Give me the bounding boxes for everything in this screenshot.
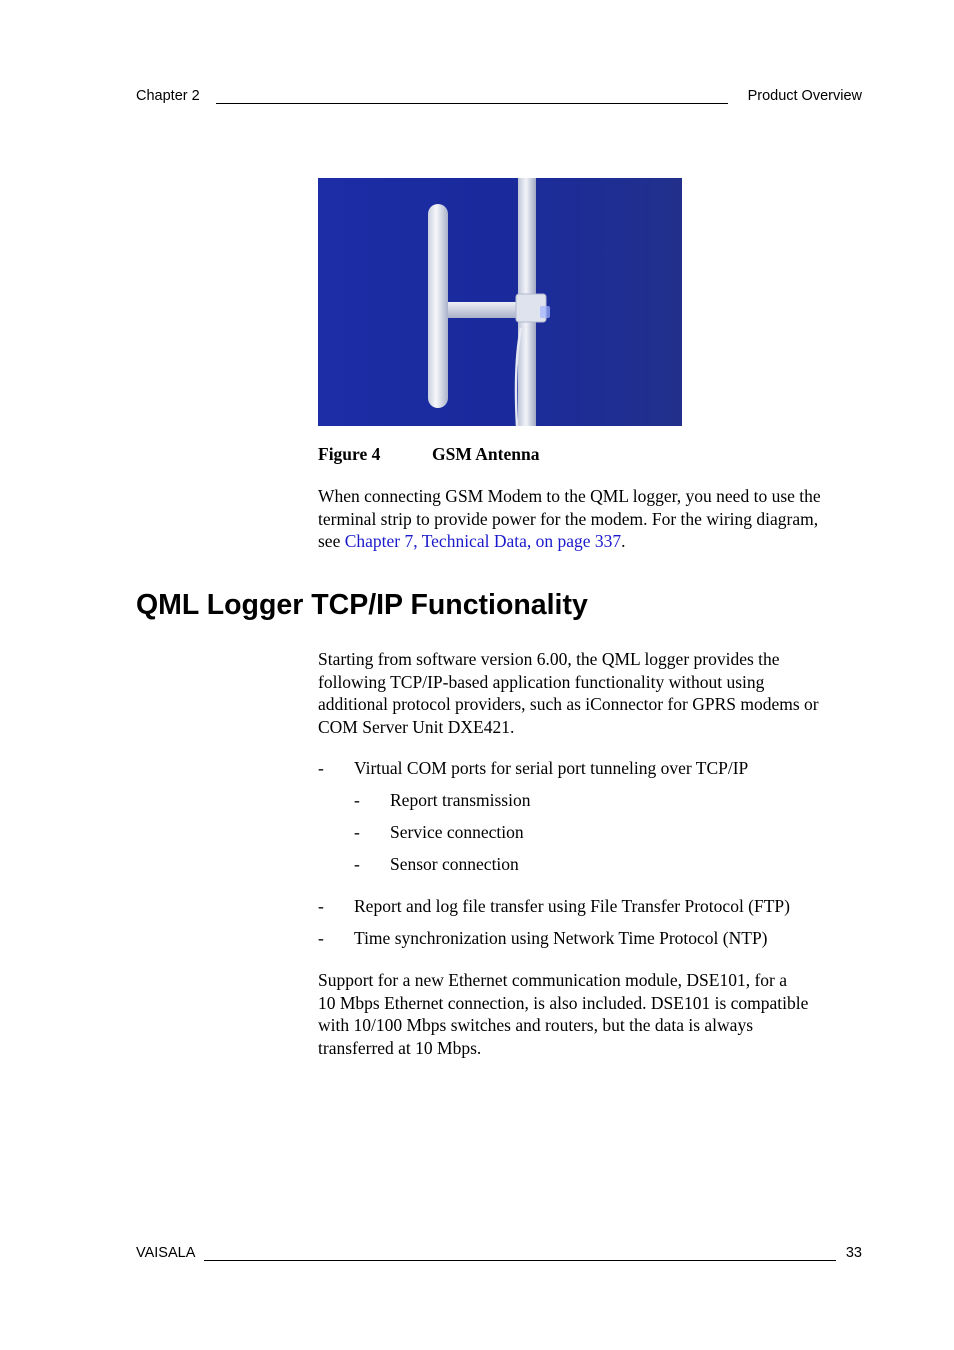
- sub-bullet-marker: -: [354, 854, 360, 874]
- page-number: 33: [845, 1245, 862, 1261]
- gsm-antenna-illustration: [318, 178, 682, 426]
- antenna-panel: [428, 204, 448, 408]
- bullet-marker: -: [318, 928, 324, 948]
- figure-caption: GSM Antenna: [432, 444, 540, 464]
- bullet-item: Report and log file transfer using File Transfer Protocol (FTP): [354, 896, 790, 916]
- intro-line: When connecting GSM Modem to the QML logger, you need to use the: [318, 486, 821, 506]
- intro-paragraph: [318, 485, 878, 553]
- header-rule: [216, 103, 728, 104]
- gsm-antenna-photo: [318, 178, 682, 426]
- bullet-item: Time synchronization using Network Time Protocol (NTP): [354, 928, 768, 948]
- paragraph-line: 10 Mbps Ethernet connection, is also included. DSE101 is compatible: [318, 992, 809, 1013]
- intro-line-link: [318, 530, 878, 553]
- intro-line: terminal strip to provide power for the modem. For the wiring diagram,: [318, 508, 819, 529]
- sub-bullet-item: Sensor connection: [390, 854, 519, 874]
- section-paragraph-1: [318, 648, 878, 738]
- bullet-item: Virtual COM ports for serial port tunneling over TCP/IP: [354, 758, 749, 778]
- sub-bullet-marker: -: [354, 822, 360, 842]
- paragraph-line: Support for a new Ethernet communication module, DSE101, for a: [318, 970, 787, 990]
- sub-bullet-item: Service connection: [390, 822, 524, 842]
- bullet-marker: -: [318, 758, 324, 778]
- paragraph-line: transferred at 10 Mbps.: [318, 1037, 482, 1058]
- header-section-title: Product Overview: [747, 88, 862, 104]
- section-heading: QML Logger TCP/IP Functionality: [136, 589, 588, 621]
- footer-brand: VAISALA: [136, 1245, 196, 1261]
- intro-see-suffix: .: [621, 531, 626, 551]
- bracket-clamp: [540, 306, 550, 318]
- paragraph-line: Starting from software version 6.00, the QML logger provides the: [318, 649, 780, 669]
- section-paragraph-2: [318, 969, 878, 1059]
- footer-rule: [204, 1260, 836, 1261]
- paragraph-line: with 10/100 Mbps switches and routers, but the data is always: [318, 1015, 754, 1035]
- paragraph-line: following TCP/IP-based application functionality without using: [318, 671, 765, 692]
- intro-see-prefix: see: [318, 531, 345, 551]
- bullet-marker: -: [318, 896, 324, 916]
- figure-label: Figure 4: [318, 444, 381, 464]
- sub-bullet-marker: -: [354, 790, 360, 810]
- paragraph-line: additional protocol providers, such as iConnector for GPRS modems or: [318, 694, 819, 714]
- header-chapter: Chapter 2: [136, 88, 200, 104]
- sub-bullet-item: Report transmission: [390, 790, 531, 810]
- chapter-7-link[interactable]: Chapter 7, Technical Data, on page 337: [344, 531, 622, 551]
- paragraph-line: COM Server Unit DXE421.: [318, 716, 515, 737]
